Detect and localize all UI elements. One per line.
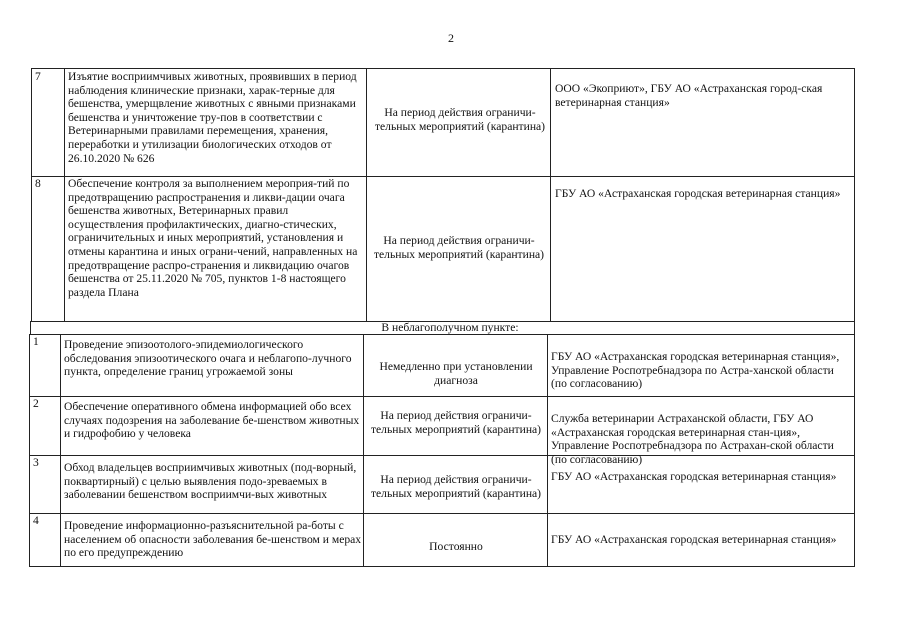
col-border-left (31, 68, 32, 322)
row-number: 7 (35, 70, 41, 83)
section-title: В неблагополучном пункте: (381, 321, 519, 334)
measure-term: На период действия ограничи-тельных мероприятий (карантина) (373, 234, 545, 261)
row-divider (29, 334, 855, 335)
row-divider (29, 396, 855, 397)
col-border (550, 68, 551, 322)
measure-term: На период действия ограничи-тельных мероприятий (карантина) (374, 106, 546, 133)
col-border (64, 68, 65, 322)
measure-responsible: ООО «Экоприют», ГБУ АО «Астраханская город-ская ветеринарная станция» (555, 82, 823, 109)
measure-text: Изъятие восприимчивых животных, проявивших в период наблюдения клинические признаки, харак-терные для бешенства, умерщвление животных с явными признаками бешенства и уничтожение тру-пов в соответствии с Ветеринарными правилами перемещения, хранения, переработки и утилизации биологических отходов от 26.10.2020 № 626 (68, 70, 357, 165)
measure-responsible: Служба ветеринарии Астраханской области, ГБУ АО «Астраханская городская ветеринарная стан-ция», Управление Роспотребнадзора по Астрахан-ской области (по согласованию) (551, 412, 834, 466)
col-border-right (854, 334, 855, 567)
measure-responsible: ГБУ АО «Астраханская городская ветеринарная станция», Управление Роспотребнадзора по Астра-ханской области (по согласованию) (551, 350, 840, 391)
col-border (366, 68, 367, 322)
measure-text: Проведение информационно-разъяснительной ра-боты с населением об опасности заболевания бе-шенством и мерах по его предупреждению (64, 519, 362, 560)
row-number: 8 (35, 177, 41, 190)
measure-responsible: ГБУ АО «Астраханская городская ветеринарная станция» (551, 470, 837, 483)
measure-term: На период действия ограничи-тельных мероприятий (карантина) (370, 473, 542, 500)
measure-term: На период действия ограничи-тельных мероприятий (карантина) (370, 409, 542, 436)
row-number: 2 (33, 397, 39, 410)
col-border-left (30, 321, 31, 335)
col-border-right (854, 68, 855, 322)
col-border (363, 334, 364, 567)
measure-text: Обеспечение контроля за выполнением мероприя-тий по предотвращению распространения и ликви-дации очага бешенства животных, Ветеринарных правил осуществления профилактических, диагно-стических, ограничительных и иных мероприятий, установления и отмены карантина и иных ограни-чений, направленных на предотвращение распро-странения и ликвидацию очагов бешенства от 25.11.2020 № 705, пунктов 1-8 настоящего раздела Плана (68, 177, 358, 299)
row-number: 4 (33, 514, 39, 527)
measure-text: Обеспечение оперативного обмена информацией обо всех случаях подозрения на заболевание бе-шенством животных и гидрофобию у человека (64, 400, 360, 441)
page-number: 2 (448, 31, 454, 45)
measure-text: Проведение эпизоотолого-эпидемиологического обследования эпизоотического очага и неблагопо-лучного пункта, определение границ угрожаемой зоны (64, 338, 352, 379)
table-border-bottom (29, 566, 855, 567)
col-border-right (854, 321, 855, 335)
measure-term: Постоянно (429, 540, 483, 553)
measure-text: Обход владельцев восприимчивых животных (под-ворный, поквартирный) с целью выявления подо-зреваемых в заболевании бешенством восприимчи-вых животных (64, 461, 357, 502)
row-divider (29, 513, 855, 514)
col-border (547, 334, 548, 567)
col-border-left (29, 334, 30, 567)
measure-term: Немедленно при установлении диагноза (379, 360, 533, 387)
col-border (60, 334, 61, 567)
row-number: 3 (33, 456, 39, 469)
measure-responsible: ГБУ АО «Астраханская городская ветеринарная станция» (551, 533, 837, 546)
row-number: 1 (33, 335, 39, 348)
measure-responsible: ГБУ АО «Астраханская городская ветеринарная станция» (555, 187, 841, 200)
table-border-top (31, 68, 855, 69)
